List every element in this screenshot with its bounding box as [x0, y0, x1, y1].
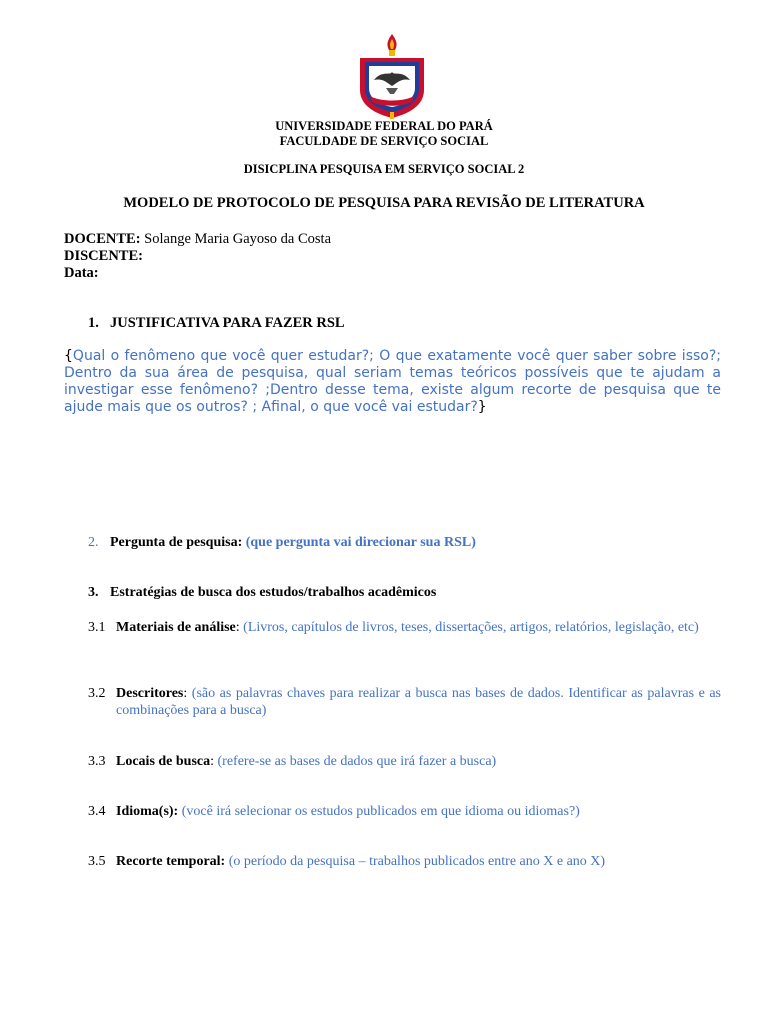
university-name: UNIVERSIDADE FEDERAL DO PARÁ — [275, 119, 493, 133]
item-hint: (o período da pesquisa – trabalhos publicados entre ano X e ano X) — [228, 854, 606, 869]
item-number: 3.5 — [88, 854, 106, 869]
section-1-heading — [88, 315, 345, 332]
section-2-number: 2. — [88, 535, 99, 550]
open-brace: { — [64, 348, 73, 364]
data-line — [64, 265, 331, 282]
data-label: Data: — [64, 265, 99, 281]
section-3-title: Estratégias de busca dos estudos/trabalhos acadêmicos — [110, 585, 437, 600]
section-3-heading — [88, 585, 436, 601]
docente-line — [64, 231, 331, 248]
item-separator: : — [183, 686, 192, 701]
search-strategy-item — [88, 853, 721, 870]
item-hint: (você irá selecionar os estudos publicados em que idioma ou idiomas?) — [181, 804, 580, 819]
search-strategy-item — [88, 619, 721, 636]
docente-value: Solange Maria Gayoso da Costa — [140, 231, 332, 247]
item-label: Materiais de análise — [116, 620, 236, 635]
section-1-prompt-text: Qual o fenômeno que você quer estudar?; O que exatamente você quer saber sobre isso?; Dentro da sua área de pesquisa, qual seriam temas teóricos possíveis que te ajudam a investigar esse fenômeno? ;Dentro desse tema, existe algum recorte de pesquisa que te ajude mais que os outros? ; Afinal, o que você vai estudar? — [64, 348, 721, 415]
discente-label: DISCENTE: — [64, 248, 143, 264]
discipline-name: DISICPLINA PESQUISA EM SERVIÇO SOCIAL 2 — [243, 162, 525, 176]
item-separator: : — [210, 754, 218, 769]
section-1-prompt — [64, 348, 721, 416]
item-hint: (Livros, capítulos de livros, teses, dissertações, artigos, relatórios, legislação, etc) — [243, 620, 699, 635]
section-1-number: 1. — [88, 315, 99, 331]
search-strategy-item — [88, 685, 721, 719]
item-hint: (refere-se as bases de dados que irá fazer a busca) — [217, 754, 497, 769]
institution-header — [0, 119, 768, 149]
item-hint: (são as palavras chaves para realizar a busca nas bases de dados. Identificar as palavras e as combinações para a busca) — [116, 686, 721, 718]
close-brace: } — [477, 399, 487, 415]
document-meta — [64, 231, 331, 282]
faculty-name: FACULDADE DE SERVIÇO SOCIAL — [279, 134, 489, 148]
section-2-research-question — [88, 535, 476, 551]
item-label: Recorte temporal: — [116, 854, 226, 869]
discente-line — [64, 248, 331, 265]
docente-label: DOCENTE: — [64, 231, 141, 247]
item-number: 3.2 — [88, 686, 106, 701]
university-seal-logo — [356, 32, 428, 120]
section-2-label: Pergunta de pesquisa: — [110, 535, 243, 550]
item-separator: : — [235, 620, 244, 635]
item-label: Descritores — [116, 686, 184, 701]
search-strategy-item — [88, 753, 721, 770]
item-number: 3.4 — [88, 804, 106, 819]
item-number: 3.3 — [88, 754, 106, 769]
item-label: Locais de busca — [116, 754, 211, 769]
item-number: 3.1 — [88, 620, 106, 635]
section-1-title: JUSTIFICATIVA PARA FAZER RSL — [110, 315, 345, 331]
search-strategy-item — [88, 803, 721, 820]
section-3-number: 3. — [88, 585, 99, 600]
document-title: MODELO DE PROTOCOLO DE PESQUISA PARA REVISÃO DE LITERATURA — [123, 195, 645, 211]
item-label: Idioma(s): — [116, 804, 179, 819]
section-2-hint: (que pergunta vai direcionar sua RSL) — [245, 535, 476, 550]
